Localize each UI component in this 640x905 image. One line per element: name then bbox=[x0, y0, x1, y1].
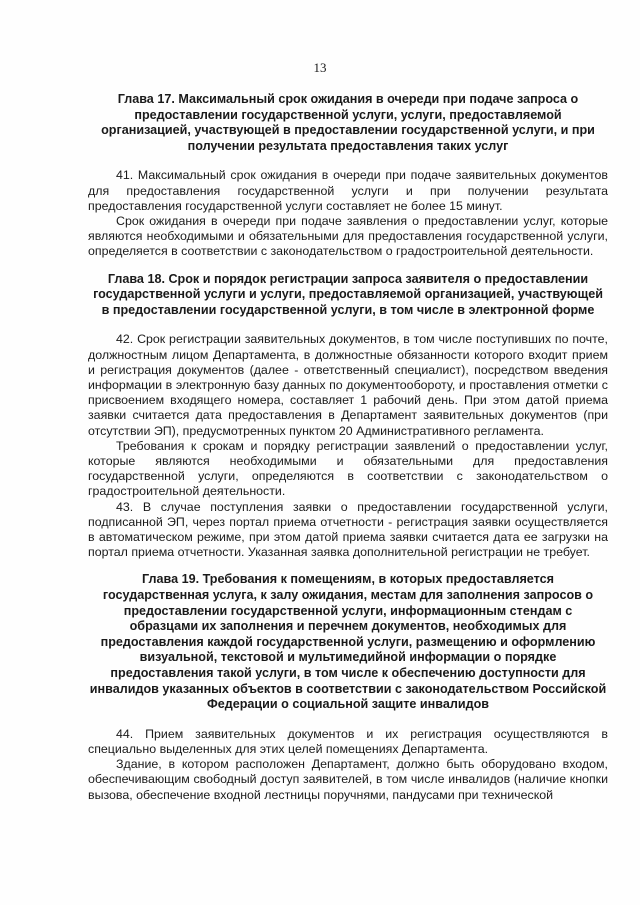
paragraph-42-continued: Требования к срокам и порядку регистрации заявлений о предоставлении услуг, которые являются необходимыми и обязательными для предоставления государственной услуги, определяются в соответствии с законодательством о градостроительной деятельности. bbox=[88, 438, 608, 499]
page-number: 13 bbox=[313, 60, 327, 75]
chapter-17-heading: Глава 17. Максимальный срок ожидания в очереди при подаче запроса о предоставлении государственной услуги, услуги, предоставляемой организацией, участвующей в предоставлении государственной услуги, и при получении результата предоставления таких услуг bbox=[101, 92, 595, 153]
paragraph-44: 44. Прием заявительных документов и их регистрация осуществляются в специально выделенных для этих целей помещениях Департамента. bbox=[88, 726, 608, 756]
document-body bbox=[88, 92, 608, 803]
chapter-19-heading: Глава 19. Требования к помещениям, в которых предоставляется государственная услуга, к залу ожидания, местам для заполнения запросов о предоставлении государственной услуги, информационным стендам с образцами их заполнения и перечнем документов, необходимых для предоставления каждой государственной услуги, размещению и оформлению визуальной, текстовой и мультимедийной информации о порядке предоставления такой услуги, в том числе к обеспечению доступности для инвалидов указанных объектов в соответствии с законодательством Российской Федерации о социальной защите инвалидов bbox=[89, 572, 607, 712]
paragraph-41-continued: Срок ожидания в очереди при подаче заявления о предоставлении услуг, которые являются необходимыми и обязательными для предоставления государственной услуги, определяется в соответствии с законодательством о градостроительной деятельности. bbox=[88, 213, 608, 259]
paragraph-43: 43. В случае поступления заявки о предоставлении государственной услуги, подписанной ЭП, через портал приема отчетности - регистрация заявки осуществляется в автоматическом режиме, при этом датой приема заявки считается дата ее загрузки на портал приема отчетности. Указанная заявка дополнительной регистрации не требует. bbox=[88, 499, 608, 560]
chapter-18-heading: Глава 18. Срок и порядок регистрации запроса заявителя о предоставлении государственной услуги и услуги, предоставляемой организацией, участвующей в предоставлении государственной услуги, в том числе в электронной форме bbox=[93, 271, 603, 317]
paragraph-41: 41. Максимальный срок ожидания в очереди при подаче заявительных документов для предоставления государственной услуги и при получении результата предоставления государственной услуги составляет не более 15 минут. bbox=[88, 168, 608, 213]
paragraph-44-continued: Здание, в котором расположен Департамент, должно быть оборудовано входом, обеспечивающим свободный доступ заявителей, в том числе инвалидов (наличие кнопки вызова, обеспечение входной лестницы поручнями, пандусами при технической bbox=[88, 757, 608, 802]
paragraph-42: 42. Срок регистрации заявительных документов, в том числе поступивших по почте, должностным лицом Департамента, в должностные обязанности которого входит прием и регистрация документов (далее - ответственный специалист), посредством введения информации в электронную базу данных по документообороту, и проставления отметки с присвоением входящего номера, составляет 1 рабочий день. При этом датой приема заявки считается дата предоставления в Департамент заявительных документов (при отсутствии ЭП), предусмотренных пунктом 20 Административного регламента. bbox=[88, 332, 608, 438]
